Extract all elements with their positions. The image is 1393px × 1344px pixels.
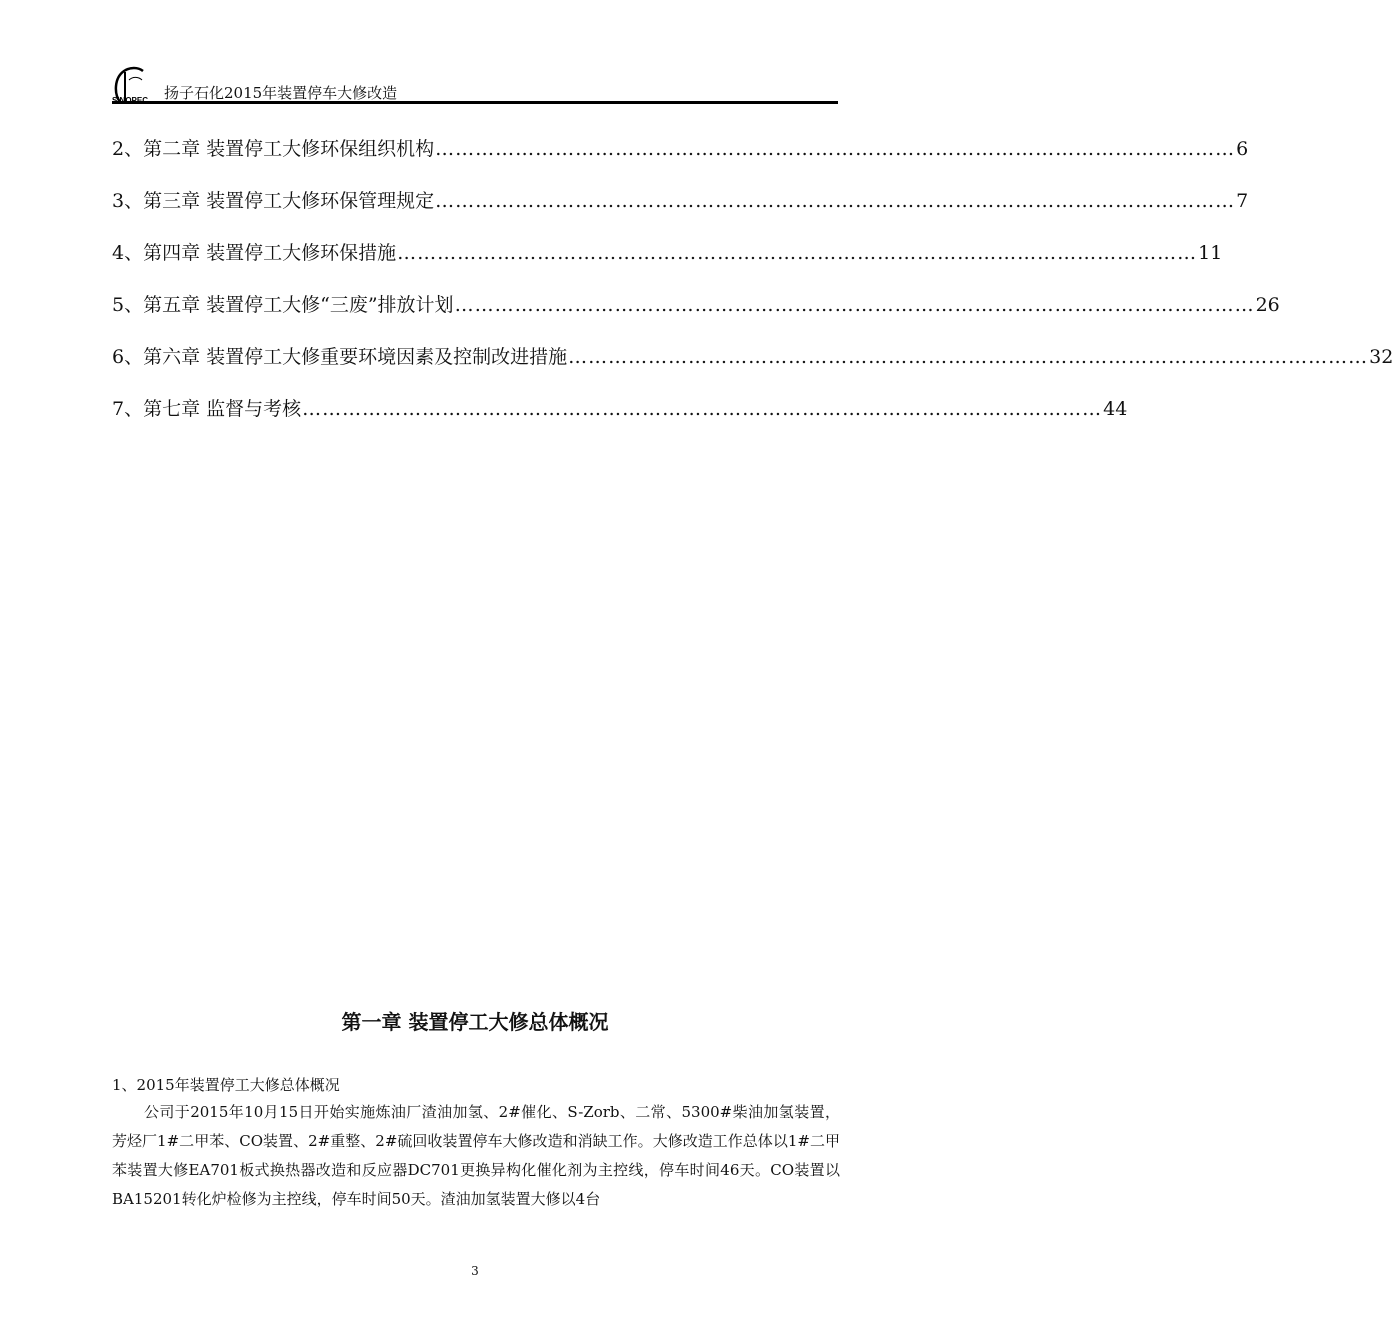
header-divider — [112, 101, 838, 104]
toc-title: 第五章 装置停工大修“三废”排放计划 — [143, 294, 454, 316]
toc-title: 第七章 监督与考核 — [143, 398, 302, 420]
body-paragraph: 公司于2015年10月15日开始实施炼油厂渣油加氢、2#催化、S-Zorb、二常、5300#柴油加氢装置，芳烃厂1#二甲苯、CO装置、2#重整、2#硫回收装置停车大修改造和消缺工作。大修改造工作总体以1#二甲苯装置大修EA701板式换热器改造和反应器DC701更换异构化催化剂为主控线，停车时间46天。CO装置以BA15201转化炉检修为主控线，停车时间50天。渣油加氢装置大修以4台 — [112, 1103, 840, 1208]
toc-leader-dots: ………………………………………………………………………………………………………… — [568, 346, 1369, 368]
toc-entry[interactable] — [112, 290, 1280, 342]
toc-number: 6、 — [112, 346, 144, 368]
svg-text:SINOPEC: SINOPEC — [112, 96, 149, 105]
toc-entry[interactable] — [112, 186, 1249, 238]
toc-page-number: 32 — [1369, 346, 1393, 368]
toc-title: 第二章 装置停工大修环保组织机构 — [143, 138, 435, 160]
toc-page-number: 6 — [1236, 138, 1249, 160]
toc-page-number: 11 — [1198, 242, 1223, 264]
toc-title: 第六章 装置停工大修重要环境因素及控制改进措施 — [143, 346, 568, 368]
toc-leader-dots: ………………………………………………………………………………………………………… — [454, 294, 1255, 316]
toc-page-number: 7 — [1236, 190, 1249, 212]
sinopec-logo — [112, 66, 152, 104]
toc-title: 第三章 装置停工大修环保管理规定 — [143, 190, 435, 212]
toc-page-number: 44 — [1103, 398, 1128, 420]
toc-entry[interactable] — [112, 238, 1223, 290]
toc-number: 5、 — [112, 294, 144, 316]
chapter-heading: 第一章 装置停工大修总体概况 — [341, 1010, 609, 1034]
toc-leader-dots: ………………………………………………………………………………………………………… — [435, 138, 1236, 160]
toc-page-number: 26 — [1255, 294, 1280, 316]
header-title: 扬子石化2015年装置停车大修改造 — [164, 84, 398, 102]
page-header — [112, 66, 838, 104]
toc-number: 2、 — [112, 138, 144, 160]
page-number: 3 — [471, 1264, 479, 1278]
toc-entry[interactable] — [112, 342, 1393, 394]
toc-leader-dots: ………………………………………………………………………………………………………… — [435, 190, 1236, 212]
toc-number: 3、 — [112, 190, 144, 212]
toc-leader-dots: ………………………………………………………………………………………………………… — [302, 398, 1103, 420]
toc-entry[interactable] — [112, 394, 1128, 446]
toc-title: 第四章 装置停工大修环保措施 — [143, 242, 397, 264]
toc-number: 4、 — [112, 242, 144, 264]
toc-number: 7、 — [112, 398, 144, 420]
section-title: 1、2015年装置停工大修总体概况 — [112, 1076, 340, 1094]
toc-entry[interactable] — [112, 134, 1249, 186]
toc-leader-dots: ………………………………………………………………………………………………………… — [397, 242, 1198, 264]
table-of-contents — [112, 134, 1393, 446]
